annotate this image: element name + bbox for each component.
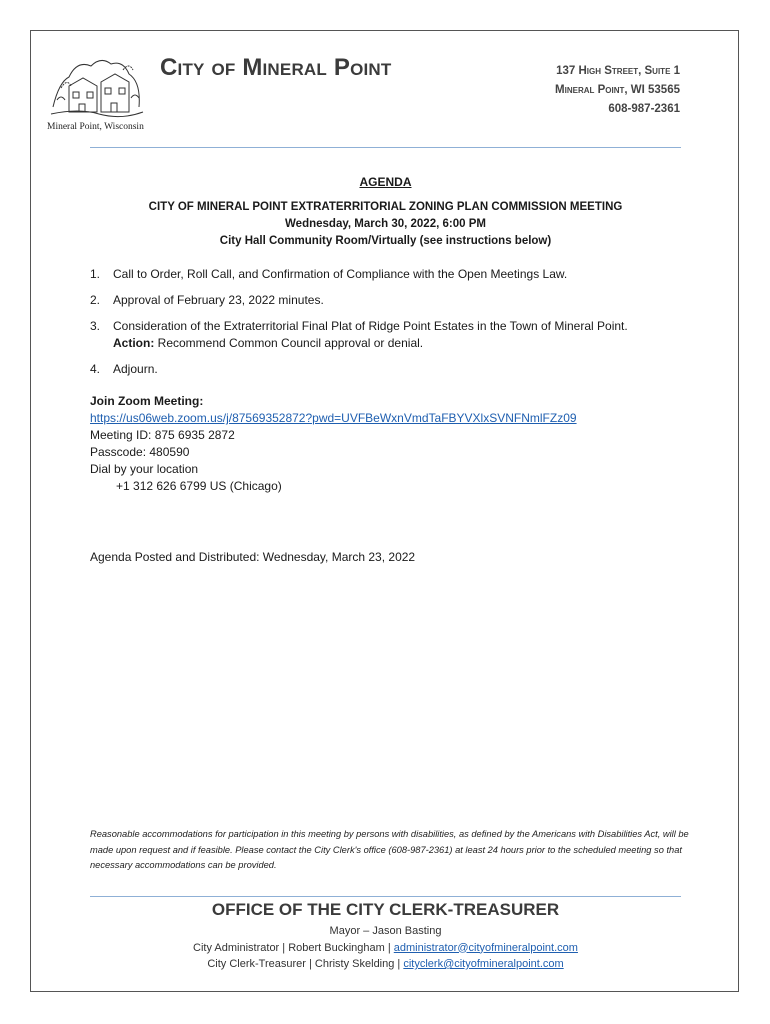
agenda-item-number: 2. [90,293,101,307]
dial-number: +1 312 626 6799 US (Chicago) [116,479,282,493]
address-line-1: 137 High Street, Suite 1 [556,65,680,77]
address-line-2: Mineral Point, WI 53565 [555,84,680,96]
phone-number: 608-987-2361 [608,103,680,115]
agenda-heading: AGENDA [359,175,412,189]
office-heading: OFFICE OF THE CITY CLERK-TREASURER [211,900,560,919]
footer-divider [90,896,681,897]
agenda-items [90,266,690,387]
dial-label: Dial by your location [90,462,199,476]
action-label: Action: [113,336,155,350]
city-address [555,62,680,119]
agenda-item-text: Consideration of the Extraterritorial Final Plat of Ridge Point Estates in the Town of Mineral Point. [113,319,628,333]
posted-date: Agenda Posted and Distributed: Wednesday, March 23, 2022 [90,550,416,564]
zoom-info [90,393,577,495]
agenda-item-text: Approval of February 23, 2022 minutes. [113,293,324,307]
administrator-email-link[interactable]: administrator@cityofmineralpoint.com [393,941,578,954]
agenda-item [90,318,690,352]
meeting-location: City Hall Community Room/Virtually (see instructions below) [219,235,552,247]
header-divider [90,147,681,148]
city-name-heading: City of Mineral Point [160,54,392,81]
agenda-item-number: 3. [90,319,101,333]
ada-disclaimer: Reasonable accommodations for participation in this meeting by persons with disabilities, as defined by the Americans with Disabilities Act, will be made upon request and if feasible. Please contact the City Clerk's office (608-987-2361) at least 24 hours prior to the scheduled meeting so that necessary accommodations can be provided. [90,829,689,870]
agenda-item-text: Call to Order, Roll Call, and Confirmation of Compliance with the Open Meetings Law. [113,267,568,281]
footer-contacts [90,923,681,973]
clerk-line [90,956,681,973]
meeting-title: CITY OF MINERAL POINT EXTRATERRITORIAL ZONING PLAN COMMISSION MEETING [148,201,623,213]
clerk-label: City Clerk-Treasurer | Christy Skelding | [207,958,404,970]
administrator-label: City Administrator | Robert Buckingham | [193,941,394,954]
action-text: Recommend Common Council approval or denial. [154,336,424,350]
clerk-email-link[interactable]: cityclerk@cityofmineralpoint.com [403,958,564,970]
agenda-item [90,266,690,283]
agenda-item-number: 1. [90,267,101,281]
administrator-line [90,940,681,957]
agenda-item-number: 4. [90,362,101,376]
meeting-date: Wednesday, March 30, 2022, 6:00 PM [285,218,486,230]
agenda-item [90,292,690,309]
meeting-info [90,199,681,250]
logo-caption: Mineral Point, Wisconsin [47,122,144,132]
meeting-id: Meeting ID: 875 6935 2872 [90,428,235,442]
agenda-item [90,361,690,378]
passcode: Passcode: 480590 [90,445,190,459]
agenda-item-text: Adjourn. [113,362,158,376]
city-logo [49,52,145,122]
zoom-heading: Join Zoom Meeting: [90,394,204,408]
zoom-link[interactable]: https://us06web.zoom.us/j/87569352872?pwd=UVFBeWxnVmdTaFBYVXlxSVNFNmlFZz09 [90,411,577,425]
mayor-line: Mayor – Jason Basting [329,925,442,937]
